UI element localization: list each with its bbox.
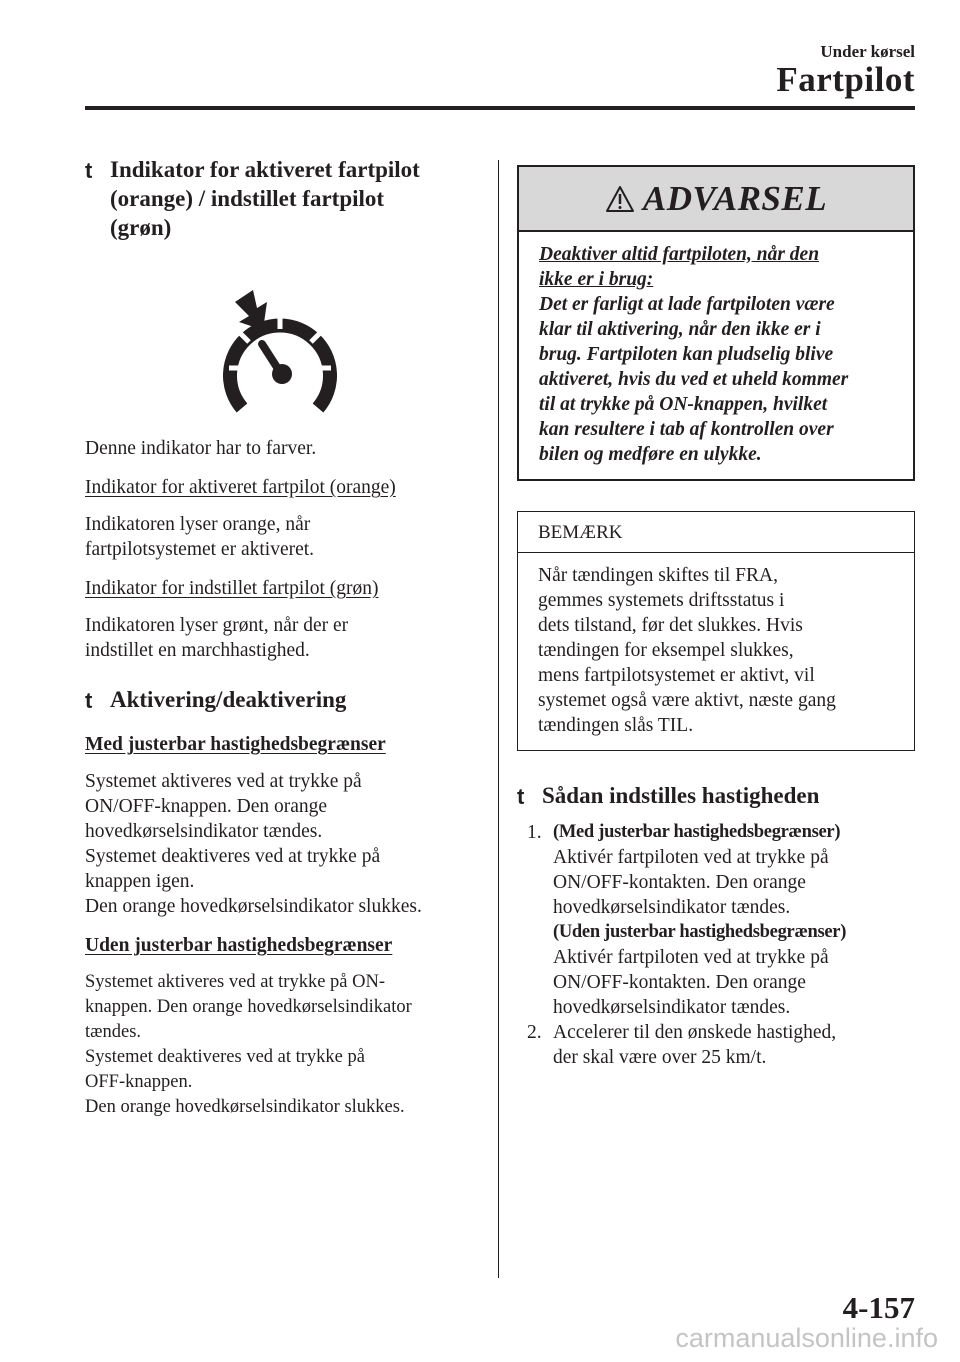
heading-line: (grøn): [110, 215, 172, 240]
text-line: knappen. Den orange hovedkørselsindikator: [85, 997, 412, 1017]
green-indicator-heading: Indikator for indstillet fartpilot (grøn): [85, 578, 379, 599]
steps-list: [517, 820, 915, 1070]
header-rule: [85, 106, 915, 110]
text-line: Systemet deaktiveres ved at trykke på: [85, 1047, 365, 1067]
text-line: tændes.: [85, 1022, 142, 1042]
heading-indicator: [85, 155, 480, 242]
text-line: klar til aktivering, når den ikke er i: [539, 319, 821, 340]
text-line: tændingen for eksempel slukkes,: [538, 640, 794, 661]
warning-lead: ikke er i brug:: [539, 269, 654, 290]
page-number: 4-157: [842, 1290, 915, 1325]
text-line: Accelerer til den ønskede hastighed,: [553, 1022, 837, 1043]
text-line: Indikatoren lyser orange, når: [85, 514, 311, 535]
warning-lead: Deaktiver altid fartpiloten, når den: [539, 244, 820, 265]
note-title: BEMÆRK: [518, 512, 914, 553]
step-number: 2.: [527, 1022, 542, 1043]
header-section-label: Under kørsel: [820, 42, 915, 61]
text-line: ON/OFF-kontakten. Den orange: [553, 972, 806, 993]
indicator-intro: Denne indikator har to farver.: [85, 438, 317, 459]
warning-header: [519, 167, 913, 232]
without-limiter-heading: Uden justerbar hastighedsbegrænser: [85, 935, 393, 956]
text-line: knappen igen.: [85, 871, 195, 892]
list-item: [517, 820, 915, 1020]
text-line: ON/OFF-kontakten. Den orange: [553, 872, 806, 893]
step-condition: (Med justerbar hastighedsbegrænser): [553, 822, 841, 842]
step-number: 1.: [527, 822, 542, 843]
text-line: der skal være over 25 km/t.: [553, 1047, 767, 1068]
text-line: Aktivér fartpiloten ved at trykke på: [553, 847, 829, 868]
text-line: fartpilotsystemet er aktiveret.: [85, 539, 315, 560]
text-line: Det er farligt at lade fartpiloten være: [539, 294, 835, 315]
heading-activation: [85, 685, 480, 714]
list-item: [517, 1020, 915, 1070]
text-line: ON/OFF-knappen. Den orange: [85, 796, 328, 817]
orange-indicator-heading: Indikator for aktiveret fartpilot (orange): [85, 477, 396, 498]
text-line: aktiveret, hvis du ved et uheld kommer: [539, 369, 849, 390]
heading-set-speed: [517, 781, 915, 810]
text-line: Systemet deaktiveres ved at trykke på: [85, 846, 381, 867]
without-limiter-text: [85, 970, 480, 1120]
heading-text: Aktivering/deaktivering: [110, 687, 347, 712]
step-condition: (Uden justerbar hastighedsbegrænser): [553, 922, 847, 942]
column-divider: [498, 160, 499, 1278]
heading-text: Sådan indstilles hastigheden: [542, 783, 820, 808]
cruise-control-indicator-icon: [215, 290, 345, 420]
text-line: til at trykke på ON-knappen, hvilket: [539, 394, 828, 415]
heading-line: Indikator for aktiveret fartpilot: [110, 157, 420, 182]
text-line: OFF-knappen.: [85, 1072, 193, 1092]
heading-bullet: t: [517, 784, 525, 809]
watermark: carmanualsonline.info: [675, 1323, 938, 1353]
warning-box: [517, 165, 915, 481]
right-column: [517, 165, 915, 1070]
with-limiter-heading: Med justerbar hastighedsbegrænser: [85, 734, 386, 755]
green-indicator-text: [85, 613, 480, 663]
heading-line: (orange) / indstillet fartpilot: [110, 186, 385, 211]
text-line: Aktivér fartpiloten ved at trykke på: [553, 947, 829, 968]
text-line: Indikatoren lyser grønt, når der er: [85, 615, 349, 636]
text-line: brug. Fartpiloten kan pludselig blive: [539, 344, 834, 365]
note-body: [518, 553, 914, 750]
text-line: mens fartpilotsystemet er aktivt, vil: [538, 665, 815, 686]
text-line: indstillet en marchhastighed.: [85, 640, 310, 661]
warning-triangle-icon: [605, 185, 635, 213]
text-line: Systemet aktiveres ved at trykke på: [85, 771, 362, 792]
text-line: Den orange hovedkørselsindikator slukkes.: [85, 1097, 405, 1117]
text-line: tændingen slås TIL.: [538, 715, 694, 736]
with-limiter-text: [85, 769, 480, 919]
heading-bullet: t: [85, 688, 93, 713]
text-line: hovedkørselsindikator tændes.: [553, 997, 791, 1018]
text-line: kan resultere i tab af kontrollen over: [539, 419, 834, 440]
text-line: systemet også være aktivt, næste gang: [538, 690, 836, 711]
text-line: hovedkørselsindikator tændes.: [553, 897, 791, 918]
text-line: gemmes systemets driftsstatus i: [538, 590, 785, 611]
warning-body: [519, 232, 913, 479]
warning-title: ADVARSEL: [642, 178, 828, 218]
heading-bullet: t: [85, 158, 93, 183]
text-line: Systemet aktiveres ved at trykke på ON-: [85, 972, 386, 992]
text-line: dets tilstand, før det slukkes. Hvis: [538, 615, 803, 636]
text-line: hovedkørselsindikator tændes.: [85, 821, 323, 842]
text-line: Den orange hovedkørselsindikator slukkes.: [85, 896, 422, 917]
note-box: [517, 511, 915, 751]
left-column: [85, 155, 480, 1120]
orange-indicator-text: [85, 512, 480, 562]
text-line: bilen og medføre en ulykke.: [539, 444, 762, 465]
page-title: Fartpilot: [776, 60, 915, 99]
text-line: Når tændingen skiftes til FRA,: [538, 565, 778, 586]
